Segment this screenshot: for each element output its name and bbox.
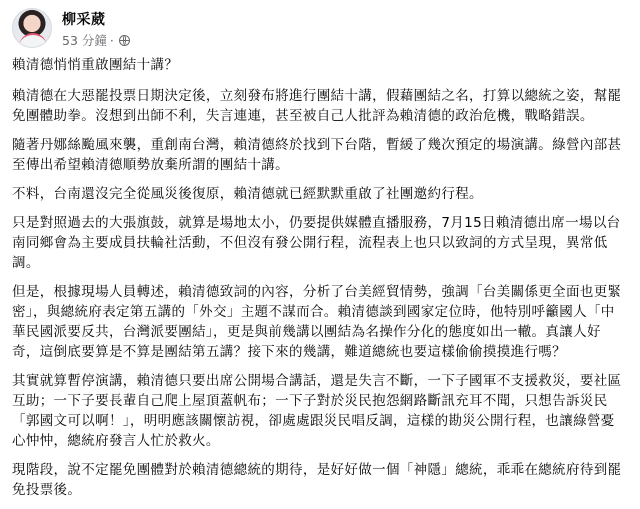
post-paragraph: 但是，根據現場人員轉述，賴清德致詞的內容，分析了台美經貿情勢，強調「台美關係更全面也更緊密」，與總統府表定第五講的「外交」主題不謀而合。賴清德談到國家定位時，他特別呼籲國人「中華民國派要反共，台灣派要團結」，更是與前幾講以團結為名操作分化的態度如出一轍。真讓人好奇，這倒底要算是不算是團結第五講？接下來的幾講，難道總統也要這樣偷偷摸摸進行嗎？ [12, 284, 622, 360]
post-paragraph: 只是對照過去的大張旗鼓，就算是場地太小，仍要提供媒體直播服務，7月15日賴清德出席一場以台南同鄉會為主要成員扶輪社活動，不但沒有發公開行程，流程表上也只以致詞的方式呈現，異常低調。 [12, 215, 621, 271]
post-meta [62, 31, 130, 49]
post-paragraph: 其實就算暫停演講，賴清德只要出席公開場合講話，還是失言不斷，一下子國軍不支援救災，要社區互助；一下子要長輩自己爬上屋頂蓋帆布；一下子對於災民抱怨網路斷訊充耳不聞，只想告訴災民「郭國文可以啊！」，明明應該關懷訪視，卻處處跟災民唱反調，這樣的勘災公開行程，也讓綠營憂心忡忡，總統府發言人忙於救火。 [12, 373, 622, 449]
post-paragraph: 隨著丹娜絲颱風來襲，重創南台灣，賴清德終於找到下台階，暫緩了幾次預定的場演講。綠營內部甚至傳出希望賴清德順勢放棄所謂的團結十講。 [12, 137, 622, 173]
post-header [12, 8, 612, 52]
globe-icon [119, 35, 130, 46]
post-time[interactable]: 53 分鐘 [62, 33, 107, 48]
author-name[interactable]: 柳采葳 [62, 12, 106, 28]
post-paragraph: 賴清德在大惡罷投票日期決定後，立刻發布將進行團結十講，假藉團結之名，打算以總統之姿，幫罷免團體助拳。沒想到出師不利，失言連連，甚至被自己人批評為賴清德的政治危機，戰略錯誤。 [12, 88, 622, 124]
post-body [12, 55, 628, 509]
post-paragraph: 不料，台南還沒完全從風災後復原，賴清德就已經默默重啟了社團邀約行程。 [12, 186, 483, 202]
post-paragraph: 現階段，說不定罷免團體對於賴清德總統的期待，是好好做一個「神隱」總統，乖乖在總統府待到罷免投票後。 [12, 462, 622, 498]
meta-separator: · [109, 32, 114, 48]
avatar[interactable] [12, 8, 52, 48]
post-title: 賴清德悄悄重啟團結十講？ [12, 57, 179, 73]
